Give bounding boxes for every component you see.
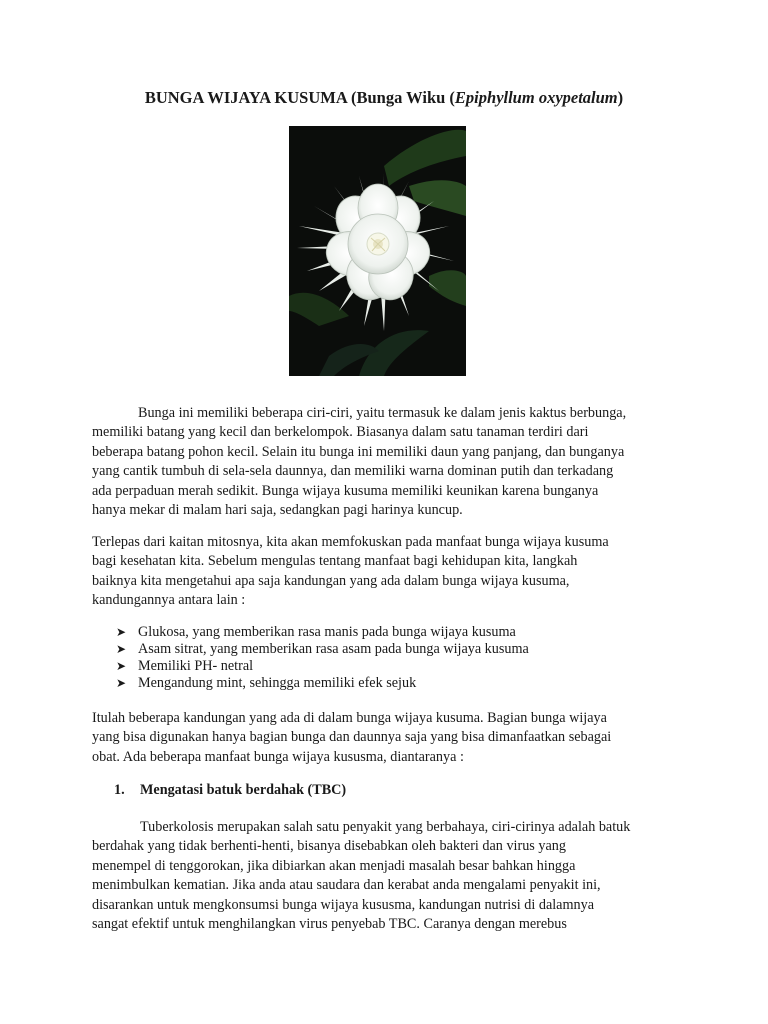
arrow-bullet-icon: ➤ <box>116 642 127 656</box>
paragraph-line: bagi kesehatan kita. Sebelum mengulas tentang manfaat bagi kehidupan kita, langkah <box>92 553 578 570</box>
paragraph-line: yang cantik tumbuh di sela-sela daunnya, dan memiliki warna dominan putih dan terkadang <box>92 463 614 480</box>
list-item: ➤ Glukosa, yang memberikan rasa manis pada bunga wijaya kusuma <box>116 624 516 640</box>
paragraph-line: Itulah beberapa kandungan yang ada di dalam bunga wijaya kusuma. Bagian bunga wijaya <box>92 710 607 726</box>
paragraph-line: hanya mekar di malam hari saja, sedangkan pagi harinya kuncup. <box>92 502 463 519</box>
heading-number: 1. <box>114 782 125 798</box>
paragraph-line: berdahak yang tidak berhenti-henti, bisanya disebabkan oleh bakteri dan virus yang <box>92 838 566 855</box>
contents-bullet-list <box>92 624 672 692</box>
paragraph-line: menimbulkan kematian. Jika anda atau saudara dan kerabat anda mengalami penyakit ini, <box>92 877 601 894</box>
arrow-bullet-icon: ➤ <box>116 625 127 639</box>
paragraph-line: sangat efektif untuk menghilangkan virus penyebab TBC. Caranya dengan merebus <box>92 916 567 933</box>
wijaya-kusuma-flower-illustration <box>289 126 466 376</box>
paragraph-line: disarankan untuk mengkonsumsi bunga wijaya kususma, kandungan nutrisi di dalamnya <box>92 896 594 913</box>
paragraph-line: kandungannya antara lain : <box>92 592 246 609</box>
paragraph-line: Terlepas dari kaitan mitosnya, kita akan memfokuskan pada manfaat bunga wijaya kusuma <box>92 534 609 550</box>
document-title <box>0 88 768 108</box>
paragraph-benefits-intro <box>92 709 672 767</box>
paragraph-characteristics <box>92 404 672 520</box>
section-heading-tbc <box>92 781 672 800</box>
title-suffix: ) <box>617 88 624 107</box>
list-item: ➤ Memiliki PH- netral <box>116 658 254 674</box>
paragraph-tbc <box>92 818 672 934</box>
title-scientific-name: Epiphyllum oxypetalum <box>454 88 618 107</box>
paragraph-line: memiliki batang yang kecil dan berkelompok. Biasanya dalam satu tanaman terdiri dari <box>92 424 589 441</box>
paragraph-line: ada perpaduan merah sedikit. Bunga wijaya kusuma memiliki keunikan karena bunganya <box>92 482 599 499</box>
list-item: ➤ Mengandung mint, sehingga memiliki efek sejuk <box>116 675 417 691</box>
paragraph-line: Tuberkolosis merupakan salah satu penyakit yang berbahaya, ciri-cirinya adalah batuk <box>140 819 631 835</box>
paragraph-line: yang bisa digunakan hanya bagian bunga dan daunnya saja yang bisa dimanfaatkan sebagai <box>92 729 612 746</box>
paragraph-line: Bunga ini memiliki beberapa ciri-ciri, yaitu termasuk ke dalam jenis kaktus berbunga, <box>138 405 627 421</box>
paragraph-contents-intro <box>92 533 672 611</box>
arrow-bullet-icon: ➤ <box>116 659 127 673</box>
paragraph-line: menempel di tenggorokan, jika dibiarkan akan menjadi masalah besar bahkan hingga <box>92 857 576 874</box>
list-item: ➤ Asam sitrat, yang memberikan rasa asam pada bunga wijaya kusuma <box>116 641 529 657</box>
paragraph-line: baiknya kita mengetahui apa saja kandungan yang ada dalam bunga wijaya kusuma, <box>92 572 570 589</box>
flower-photo <box>289 126 466 376</box>
arrow-bullet-icon: ➤ <box>116 676 127 690</box>
paragraph-line: beberapa batang pohon kecil. Selain itu bunga ini memiliki daun yang panjang, dan bunganya <box>92 443 625 460</box>
heading-text: Mengatasi batuk berdahak (TBC) <box>140 782 347 798</box>
title-prefix: BUNGA WIJAYA KUSUMA (Bunga Wiku ( <box>144 88 455 107</box>
paragraph-line: obat. Ada beberapa manfaat bunga wijaya kususma, diantaranya : <box>92 748 464 765</box>
